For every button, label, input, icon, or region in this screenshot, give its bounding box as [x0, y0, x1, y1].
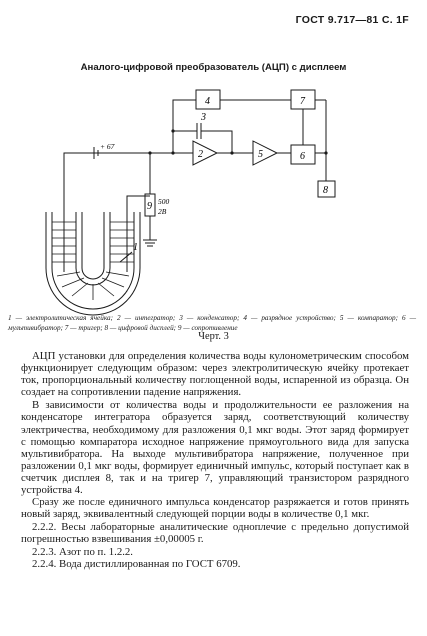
- body-text: [21, 350, 409, 570]
- figure-title: Аналого-цифровой преобразователь (АЦП) с дисплеем: [80, 62, 347, 73]
- label-1: 1: [133, 242, 138, 253]
- label-r-volt: 2В: [158, 207, 167, 216]
- figure-caption: Черт. 3: [198, 331, 229, 342]
- label-4: 4: [205, 96, 210, 107]
- label-r-value: 500: [158, 197, 170, 206]
- block-5-comparator: [253, 141, 277, 165]
- label-3: 3: [201, 112, 206, 123]
- label-5: 5: [258, 149, 263, 160]
- label-plus: + 67: [100, 142, 115, 151]
- paragraph: 2.2.3. Азот по п. 1.2.2.: [32, 545, 134, 558]
- label-9: 9: [147, 201, 152, 212]
- paragraph: 2.2.2. Весы лабораторные аналитические одноплечие с предельно допустимой погрешностью взвешивания ±0,00005 г.: [21, 521, 409, 546]
- label-2: 2: [198, 149, 203, 160]
- block-2-integrator: [193, 141, 217, 165]
- paragraph: В зависимости от количества воды и продолжительности ее разложения на конденсаторе интегратора образуется заряд, соответствующий количеству электричества, необходимому для разложения 0,1 мкг воды. Этот заряд формирует с помощью компаратора исходное напряжение прямоугольного вида для запуска мультивибратора. На выходе мультивибратора напряжение, полученное при разложении 0,1 мкг воды, формирует единичный импульс, который поступает как в счетчик дисплея 8, так и на тригер 7, управляющий транзистором разрядного устройства 4.: [21, 399, 409, 497]
- running-head: ГОСТ 9.717—81 С. 1F: [295, 14, 409, 26]
- label-6: 6: [300, 151, 305, 162]
- paragraph: 2.2.4. Вода дистиллированная по ГОСТ 6709.: [32, 557, 241, 570]
- label-8: 8: [323, 185, 328, 196]
- paragraph: АЦП установки для определения количества воды кулонометрическим способом функционирует следующим образом: через электролитическую ячейку протекает ток, пропорциональный количеству поглощенной воды, испаренной из образца. Он создает на сопротивлении падение напряжения.: [21, 350, 409, 399]
- paragraph: Сразу же после единичного импульса конденсатор разряжается и готов принять новый заряд, эквивалентный следующей порции воды в количестве 0,1 мкг.: [21, 496, 409, 521]
- figure-legend: 1 — электролитическая ячейка; 2 — интегратор; 3 — конденсатор; 4 — разрядное устройство; 5 — компаратор; 6 — мультивибратор; 7 — тригер; 8 — цифровой дисплей; 9 — сопротивление: [8, 314, 416, 332]
- label-7: 7: [300, 96, 305, 107]
